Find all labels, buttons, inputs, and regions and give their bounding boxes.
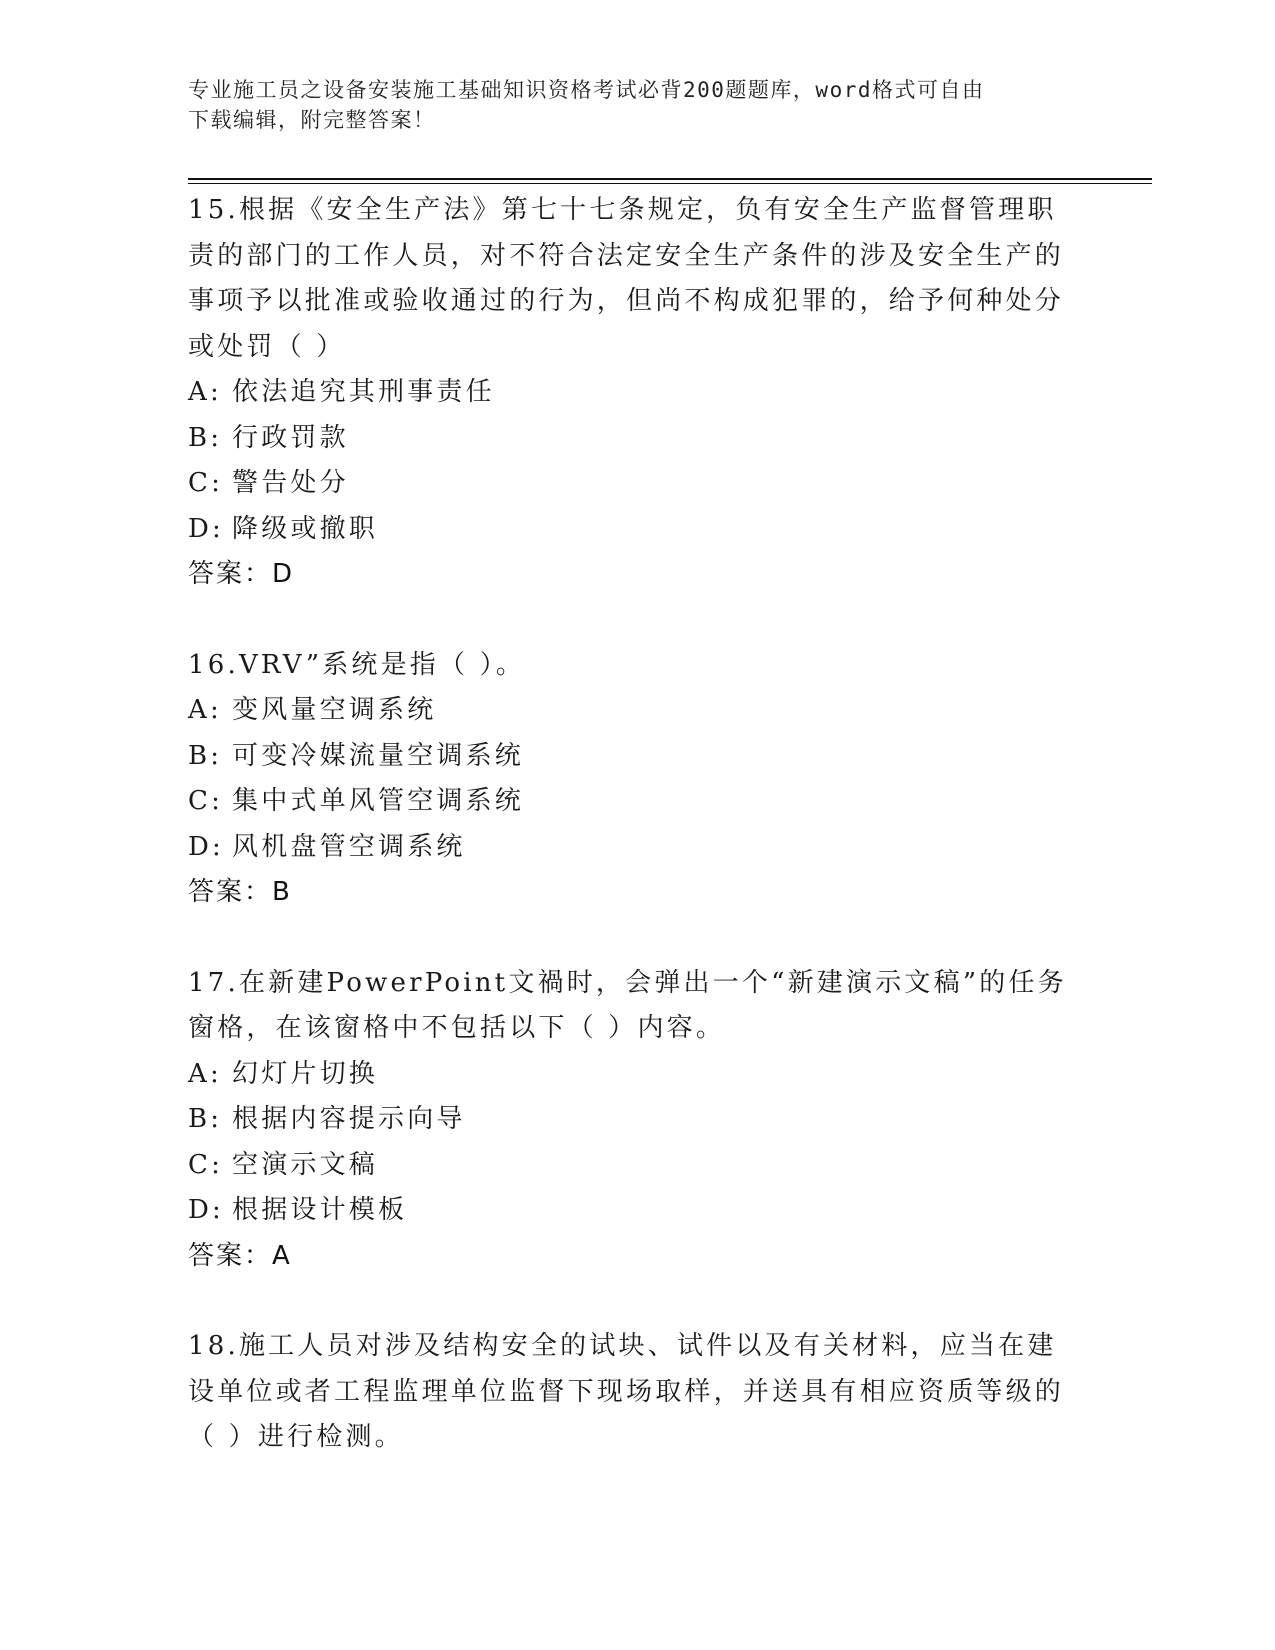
option-c xyxy=(188,1143,1088,1189)
option-b xyxy=(188,734,1088,780)
option-c xyxy=(188,779,1088,825)
option-d xyxy=(188,1188,1088,1234)
option-a xyxy=(188,370,1088,416)
option-key: B: xyxy=(188,740,223,771)
option-key: A: xyxy=(188,1058,222,1089)
header-divider-thin xyxy=(188,183,1152,184)
option-c xyxy=(188,461,1088,507)
option-a xyxy=(188,688,1088,734)
option-key: D: xyxy=(188,831,225,862)
header-line-2: 下载编辑，附完整答案！ xyxy=(188,108,436,132)
option-text: 降级或撤职 xyxy=(232,513,379,544)
question-text: 15.根据《安全生产法》第七十七条规定，负有安全生产监督管理职责的部门的工作人员，对不符合法定安全生产条件的涉及安全生产的事项予以批准或验收通过的行为，但尚不构成犯罪的，给予何种处分或处罚（ ） xyxy=(188,195,1065,362)
option-text: 警告处分 xyxy=(232,468,349,498)
option-text: 根据设计模板 xyxy=(232,1195,408,1225)
question-text: 18.施工人员对涉及结构安全的试块、试件以及有关材料，应当在建设单位或者工程监理单位监督下现场取样，并送具有相应资质等级的（ ）进行检测。 xyxy=(188,1331,1065,1452)
option-text: 幻灯片切换 xyxy=(232,1058,379,1089)
header-divider-thick xyxy=(188,178,1152,180)
option-text: 依法追究其刑事责任 xyxy=(232,377,495,407)
question-list xyxy=(188,188,1088,1506)
answer-line: 答案：D xyxy=(188,559,295,589)
question-text: 17.在新建PowerPoint文禍时，会弹出一个“新建演示文稿”的任务窗格，在该窗格中不包括以下（ ）内容。 xyxy=(188,967,1067,1043)
option-text: 空演示文稿 xyxy=(232,1149,379,1180)
question-text: 16.VRV”系统是指（ ）。 xyxy=(188,649,526,680)
option-b xyxy=(188,416,1088,462)
option-a xyxy=(188,1052,1088,1098)
question-16 xyxy=(188,643,1088,916)
option-key: C: xyxy=(188,786,224,816)
question-18 xyxy=(188,1324,1088,1461)
option-text: 可变冷媒流量空调系统 xyxy=(232,740,525,771)
option-text: 风机盘管空调系统 xyxy=(232,831,466,862)
option-key: C: xyxy=(188,1149,224,1180)
option-key: B: xyxy=(188,422,223,453)
option-key: A: xyxy=(188,695,222,725)
option-d xyxy=(188,507,1088,553)
option-key: D: xyxy=(188,1195,225,1225)
option-text: 变风量空调系统 xyxy=(232,695,437,725)
answer-line: 答案：A xyxy=(188,1240,292,1271)
option-key: C: xyxy=(188,468,224,498)
option-text: 行政罚款 xyxy=(232,422,349,453)
answer-line: 答案：B xyxy=(188,877,292,907)
option-key: D: xyxy=(188,513,225,544)
header-line-1: 专业施工员之设备安装施工基础知识资格考试必背200题题库，word格式可自由 xyxy=(188,78,985,102)
option-d xyxy=(188,825,1088,871)
question-17 xyxy=(188,961,1088,1280)
question-15 xyxy=(188,188,1088,598)
document-header xyxy=(188,75,1068,135)
option-b xyxy=(188,1097,1088,1143)
option-key: A: xyxy=(188,377,222,407)
option-text: 根据内容提示向导 xyxy=(232,1104,466,1134)
option-text: 集中式单风管空调系统 xyxy=(232,786,525,816)
option-key: B: xyxy=(188,1104,223,1134)
